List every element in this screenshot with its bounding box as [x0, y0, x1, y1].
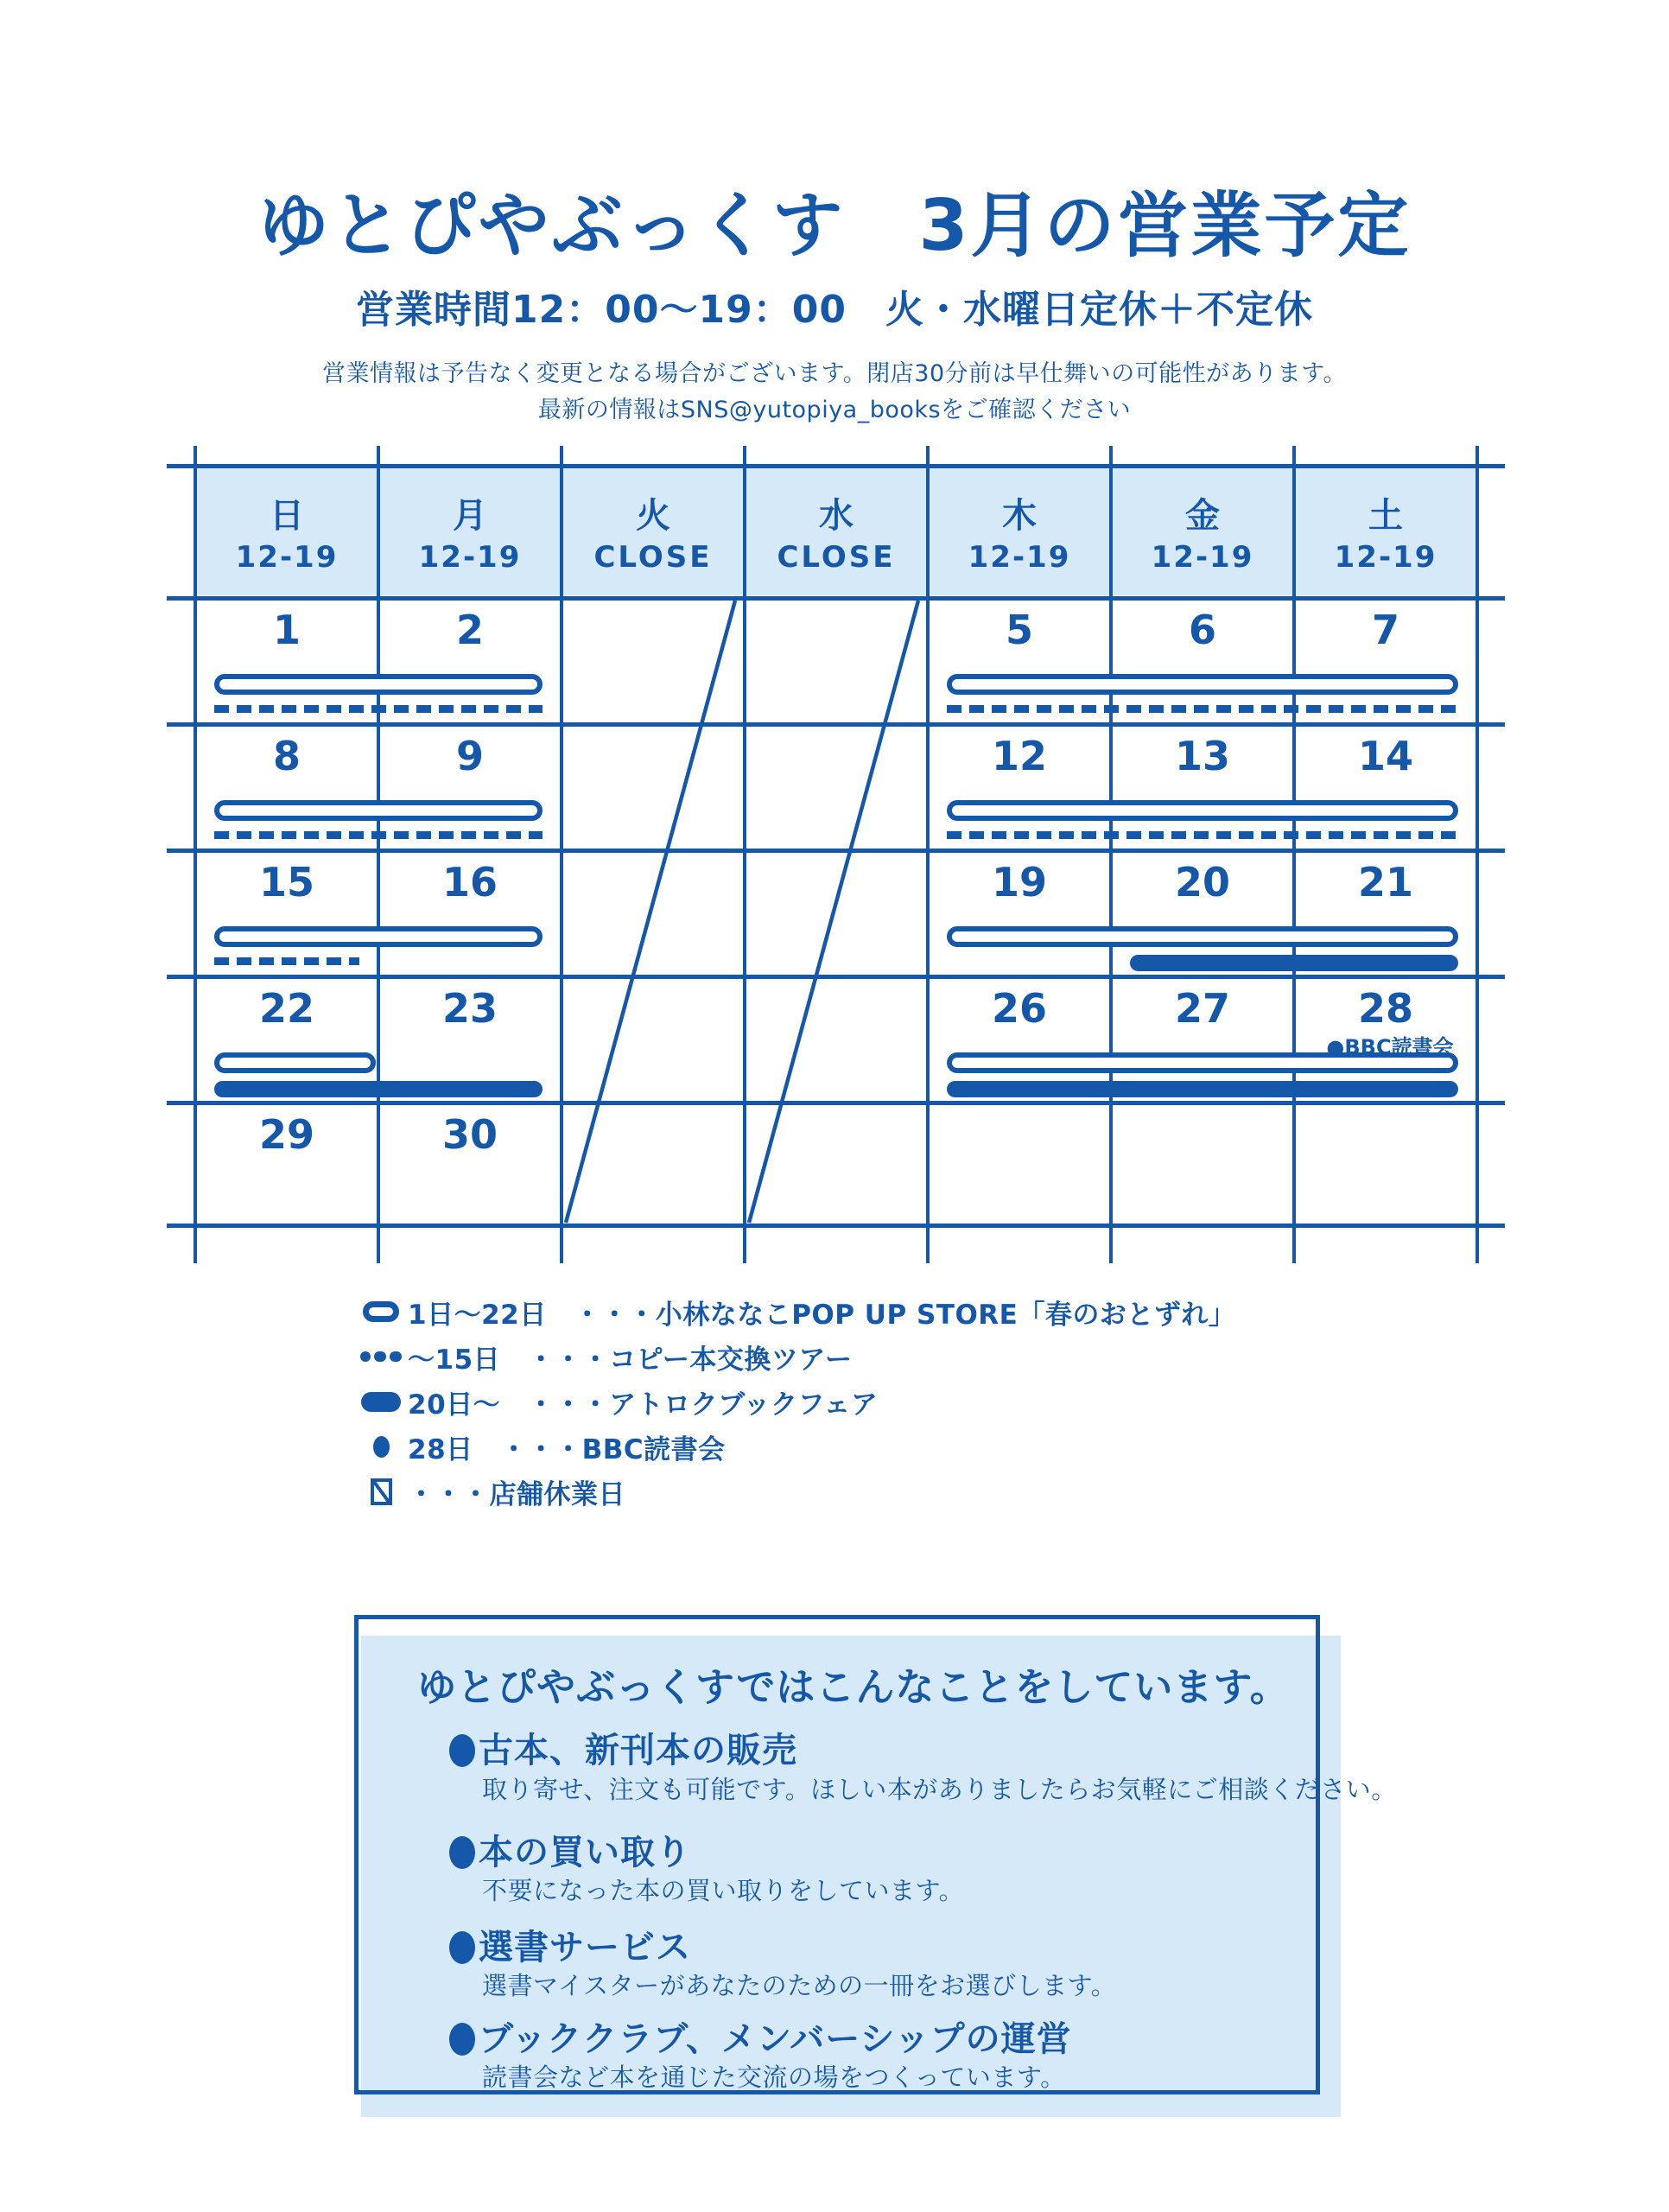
- closed-diagonal-tuesday: [566, 601, 735, 1223]
- calendar-day-hours: 12-19: [1151, 540, 1254, 575]
- notice-line-1: 営業情報は予告なく変更となる場合がございます。閉店30分前は早仕舞いの可能性があります。: [321, 360, 1348, 387]
- legend-item-label: 28日 ・・・BBC読書会: [408, 1433, 726, 1465]
- event-marker-dash: [214, 831, 543, 839]
- calendar-day-hours: CLOSE: [593, 540, 713, 575]
- calendar-date-cell: 20: [1174, 859, 1230, 906]
- calendar-date-cell: 15: [258, 859, 314, 906]
- info-box-item-heading: 選書サービス: [449, 1920, 691, 1969]
- calendar-date-cell: 28: [1357, 985, 1413, 1032]
- calendar-day-header: 木: [1002, 496, 1037, 536]
- calendar-day-hours: 12-19: [1334, 540, 1437, 575]
- event-marker-outline: [214, 926, 543, 947]
- legend-item-label: ～15日 ・・・コピー本交換ツアー: [408, 1344, 853, 1376]
- calendar-cell-annotation: ●BBC読書会: [1326, 1035, 1454, 1059]
- event-marker-outline: [947, 800, 1458, 821]
- business-hours-subtitle: 営業時間12：00～19：00 火・水曜日定休＋不定休: [356, 288, 1313, 332]
- calendar-day-header: 水: [819, 496, 854, 536]
- info-box-item-detail: 読書会など本を通じた交流の場をつくっています。: [482, 2063, 1066, 2092]
- event-marker-dash: [947, 705, 1458, 713]
- calendar-date-cell: 22: [258, 985, 314, 1032]
- calendar-date-cell: 13: [1174, 733, 1230, 779]
- calendar-day-header: 日: [270, 496, 304, 536]
- calendar-day-hours: CLOSE: [777, 540, 896, 575]
- legend-item-label: 20日～ ・・・アトロクブックフェア: [408, 1389, 879, 1421]
- calendar-horizontal-line: [167, 596, 1505, 601]
- event-marker-outline: [214, 1052, 376, 1073]
- event-marker-dash: [947, 831, 1458, 839]
- legend-item: [354, 1379, 1304, 1424]
- info-box-title: ゆとぴやぶっくすではこんなことをしています。: [417, 1664, 1290, 1710]
- outline-pill-icon: [363, 1301, 399, 1322]
- event-marker-outline: [214, 674, 543, 695]
- calendar-horizontal-line: [167, 464, 1505, 468]
- calendar-date-cell: 9: [455, 733, 484, 779]
- event-marker-solid: [1130, 955, 1458, 971]
- calendar-day-hours: 12-19: [418, 540, 522, 575]
- dot-icon: [373, 1436, 390, 1458]
- bullet-icon: [449, 1931, 475, 1964]
- bullet-icon: [449, 1836, 475, 1869]
- legend-item-label: 1日～22日 ・・・小林ななこPOP UP STORE「春のおとずれ」: [408, 1299, 1236, 1331]
- calendar-horizontal-line: [167, 849, 1505, 853]
- calendar-horizontal-line: [167, 1224, 1505, 1228]
- calendar-horizontal-line: [167, 975, 1505, 979]
- calendar-date-cell: 26: [991, 985, 1047, 1032]
- solid-pill-icon: [361, 1392, 401, 1412]
- event-marker-dash: [214, 957, 359, 965]
- dashed-line-icon: [360, 1351, 402, 1362]
- legend-item: [354, 1334, 1304, 1379]
- legend-item-label: ・・・店舗休業日: [408, 1478, 625, 1510]
- calendar-date-cell: 27: [1174, 985, 1230, 1032]
- calendar-date-cell: 5: [1005, 607, 1033, 653]
- event-marker-solid: [947, 1081, 1458, 1097]
- calendar-date-cell: 23: [441, 985, 498, 1032]
- calendar-date-cell: 8: [272, 733, 301, 779]
- event-marker-dash: [214, 705, 543, 713]
- calendar-day-hours: 12-19: [968, 540, 1071, 575]
- legend-item: [354, 1469, 1304, 1514]
- event-marker-outline: [214, 800, 543, 821]
- event-marker-outline: [947, 674, 1458, 695]
- calendar-date-cell: 7: [1371, 607, 1399, 653]
- info-box-item-heading: 古本、新刊本の販売: [449, 1723, 797, 1772]
- calendar-day-hours: 12-19: [235, 540, 339, 575]
- notice-line-2: 最新の情報はSNS@yutopiya_booksをご確認ください: [537, 397, 1132, 423]
- calendar-date-cell: 29: [258, 1111, 314, 1158]
- calendar-date-cell: 16: [441, 859, 498, 906]
- event-marker-outline: [947, 926, 1458, 947]
- calendar-date-cell: 6: [1188, 607, 1216, 653]
- page-title: ゆとぴやぶっくす 3月の営業予定: [257, 185, 1412, 267]
- calendar-day-header: 火: [636, 496, 670, 536]
- calendar-date-cell: 2: [455, 607, 484, 653]
- calendar-horizontal-line: [167, 722, 1505, 727]
- calendar-horizontal-line: [167, 1101, 1505, 1105]
- calendar-date-cell: 21: [1357, 859, 1413, 906]
- bullet-icon: [449, 2023, 475, 2056]
- calendar-day-header: 土: [1368, 496, 1403, 536]
- calendar-day-header: 月: [453, 496, 487, 536]
- calendar-date-cell: 19: [991, 859, 1047, 906]
- event-marker-solid: [214, 1081, 543, 1097]
- calendar-date-cell: 12: [991, 733, 1047, 779]
- calendar-date-cell: 1: [272, 607, 301, 653]
- calendar-date-cell: 30: [441, 1111, 498, 1158]
- bullet-icon: [449, 1734, 475, 1767]
- info-box-item-heading: ブッククラブ、メンバーシップの運営: [449, 2012, 1072, 2061]
- info-box-item-detail: 取り寄せ、注文も可能です。ほしい本がありましたらお気軽にご相談ください。: [482, 1775, 1397, 1804]
- closed-day-icon: [371, 1478, 392, 1505]
- legend-item: [354, 1289, 1304, 1334]
- legend: [354, 1289, 1304, 1514]
- legend-item: [354, 1424, 1304, 1469]
- info-box-item-detail: 不要になった本の買い取りをしています。: [482, 1876, 965, 1905]
- calendar-date-cell: 14: [1357, 733, 1413, 779]
- info-box-item-heading: 本の買い取り: [449, 1825, 691, 1874]
- info-box-item-detail: 選書マイスターがあなたのための一冊をお選びします。: [482, 1971, 1117, 2000]
- calendar-day-header: 金: [1185, 496, 1220, 536]
- closed-diagonal-wednesday: [749, 601, 918, 1223]
